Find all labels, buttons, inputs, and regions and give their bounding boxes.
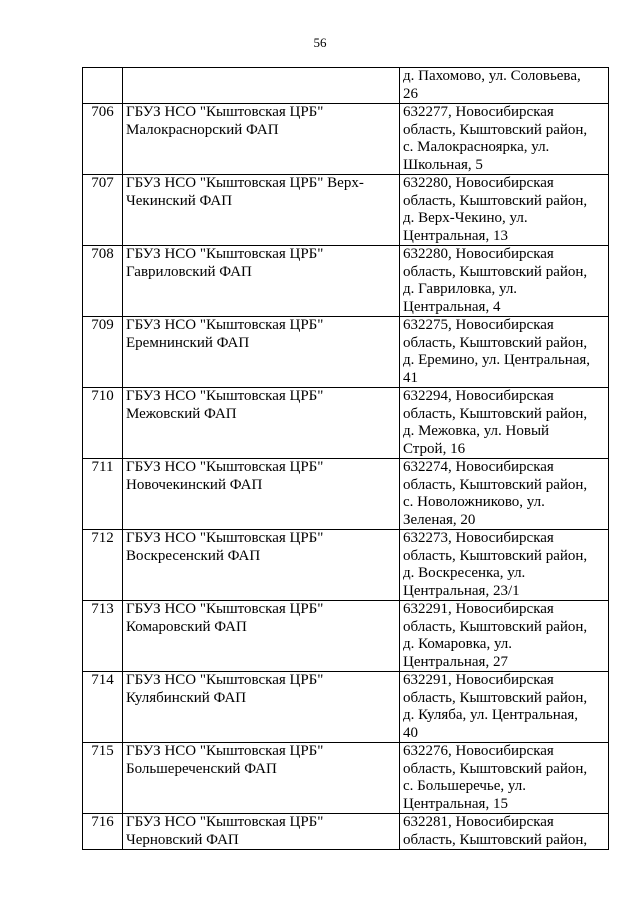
address-line: с. Малокрасноярка, ул.	[403, 139, 550, 155]
address-line: область, Кыштовский район,	[403, 831, 588, 848]
address-line: 632275, Новосибирская	[403, 317, 554, 333]
address-line: д. Пахомово, ул. Соловьева,	[403, 68, 581, 84]
address-line: область, Кыштовский район,	[403, 689, 588, 706]
address-line: 632280, Новосибирская	[403, 175, 554, 191]
row-number: 708	[83, 246, 123, 317]
table-row	[83, 104, 609, 175]
organization-line: ГБУЗ НСО "Кыштовская ЦРБ"	[126, 459, 324, 475]
address-cell	[400, 743, 609, 814]
address-line: Центральная, 27	[403, 653, 508, 670]
address-line: Школьная, 5	[403, 156, 483, 173]
address-line: Центральная, 13	[403, 227, 508, 244]
table-row	[83, 814, 609, 850]
table-row	[83, 246, 609, 317]
organization-line: ГБУЗ НСО "Кыштовская ЦРБ"	[126, 530, 324, 546]
organization-line: Чекинский ФАП	[126, 192, 233, 209]
address-line: 632291, Новосибирская	[403, 672, 554, 688]
address-line: Строй, 16	[403, 440, 466, 457]
address-line: 632274, Новосибирская	[403, 459, 554, 475]
address-cell	[400, 530, 609, 601]
organization-line: Гавриловский ФАП	[126, 263, 252, 280]
table-row	[83, 459, 609, 530]
organization-line: ГБУЗ НСО "Кыштовская ЦРБ"	[126, 743, 324, 759]
organization-line: Малокраснорский ФАП	[126, 121, 279, 138]
row-number: 715	[83, 743, 123, 814]
organization-line: ГБУЗ НСО "Кыштовская ЦРБ" Верх-	[126, 175, 364, 191]
address-line: 632273, Новосибирская	[403, 530, 554, 546]
address-cell	[400, 601, 609, 672]
table-row	[83, 175, 609, 246]
organization-line: Новочекинский ФАП	[126, 476, 263, 493]
address-line: область, Кыштовский район,	[403, 618, 588, 635]
organization-line: ГБУЗ НСО "Кыштовская ЦРБ"	[126, 104, 324, 120]
address-cell	[400, 246, 609, 317]
address-line: область, Кыштовский район,	[403, 192, 588, 209]
row-number: 716	[83, 814, 123, 850]
address-cell	[400, 459, 609, 530]
organization-line: Межовский ФАП	[126, 405, 237, 422]
address-line: область, Кыштовский район,	[403, 547, 588, 564]
table-row	[83, 317, 609, 388]
address-line: область, Кыштовский район,	[403, 476, 588, 493]
table-row	[83, 388, 609, 459]
table-row	[83, 672, 609, 743]
row-number: 710	[83, 388, 123, 459]
organization-line: Черновский ФАП	[126, 831, 239, 848]
facilities-table	[82, 67, 609, 850]
page-number: 56	[313, 35, 327, 50]
address-cell	[400, 104, 609, 175]
address-line: д. Верх-Чекино, ул.	[403, 210, 528, 226]
address-line: 632294, Новосибирская	[403, 388, 554, 404]
address-line: д. Межовка, ул. Новый	[403, 423, 550, 439]
address-line: д. Куляба, ул. Центральная,	[403, 707, 579, 723]
organization-cell	[123, 601, 400, 672]
row-number: 709	[83, 317, 123, 388]
address-cell	[400, 317, 609, 388]
address-line: 632276, Новосибирская	[403, 743, 554, 759]
organization-cell	[123, 68, 400, 104]
organization-line: ГБУЗ НСО "Кыштовская ЦРБ"	[126, 246, 324, 262]
row-number: 713	[83, 601, 123, 672]
organization-cell	[123, 743, 400, 814]
address-line: Центральная, 23/1	[403, 582, 520, 599]
organization-line: ГБУЗ НСО "Кыштовская ЦРБ"	[126, 317, 324, 333]
address-line: 26	[403, 85, 418, 102]
table-row	[83, 743, 609, 814]
address-cell	[400, 175, 609, 246]
organization-line: Кулябинский ФАП	[126, 689, 247, 706]
address-line: с. Большеречье, ул.	[403, 778, 527, 794]
organization-line: ГБУЗ НСО "Кыштовская ЦРБ"	[126, 601, 324, 617]
organization-cell	[123, 104, 400, 175]
organization-cell	[123, 459, 400, 530]
row-number	[83, 68, 123, 104]
facilities-table-body	[83, 68, 609, 850]
address-line: область, Кыштовский район,	[403, 121, 588, 138]
address-line: область, Кыштовский район,	[403, 405, 588, 422]
organization-line: Еремнинский ФАП	[126, 334, 250, 351]
address-line: 40	[403, 724, 418, 741]
organization-cell	[123, 672, 400, 743]
address-line: область, Кыштовский район,	[403, 760, 588, 777]
organization-cell	[123, 530, 400, 601]
address-line: область, Кыштовский район,	[403, 334, 588, 351]
organization-line: ГБУЗ НСО "Кыштовская ЦРБ"	[126, 672, 324, 688]
address-line: 632291, Новосибирская	[403, 601, 554, 617]
organization-cell	[123, 246, 400, 317]
address-line: область, Кыштовский район,	[403, 263, 588, 280]
organization-cell	[123, 317, 400, 388]
address-line: Центральная, 4	[403, 298, 501, 315]
address-line: Зеленая, 20	[403, 511, 476, 528]
row-number: 706	[83, 104, 123, 175]
address-line: с. Новоложниково, ул.	[403, 494, 545, 510]
table-row	[83, 68, 609, 104]
address-line: д. Еремино, ул. Центральная,	[403, 352, 591, 368]
organization-cell	[123, 814, 400, 850]
organization-line: ГБУЗ НСО "Кыштовская ЦРБ"	[126, 814, 324, 830]
address-line: д. Воскресенка, ул.	[403, 565, 526, 581]
address-cell	[400, 388, 609, 459]
address-line: д. Комаровка, ул.	[403, 636, 513, 652]
table-row	[83, 530, 609, 601]
organization-line: Большереченский ФАП	[126, 760, 277, 777]
address-line: 632281, Новосибирская	[403, 814, 554, 830]
row-number: 714	[83, 672, 123, 743]
row-number: 712	[83, 530, 123, 601]
organization-cell	[123, 388, 400, 459]
row-number: 711	[83, 459, 123, 530]
row-number: 707	[83, 175, 123, 246]
organization-cell	[123, 175, 400, 246]
address-line: д. Гавриловка, ул.	[403, 281, 518, 297]
address-line: 632277, Новосибирская	[403, 104, 554, 120]
organization-line: ГБУЗ НСО "Кыштовская ЦРБ"	[126, 388, 324, 404]
address-line: 632280, Новосибирская	[403, 246, 554, 262]
organization-line: Воскресенский ФАП	[126, 547, 261, 564]
address-line: Центральная, 15	[403, 795, 508, 812]
address-line: 41	[403, 369, 418, 386]
organization-line: Комаровский ФАП	[126, 618, 247, 635]
address-cell	[400, 68, 609, 104]
address-cell	[400, 672, 609, 743]
address-cell	[400, 814, 609, 850]
table-row	[83, 601, 609, 672]
